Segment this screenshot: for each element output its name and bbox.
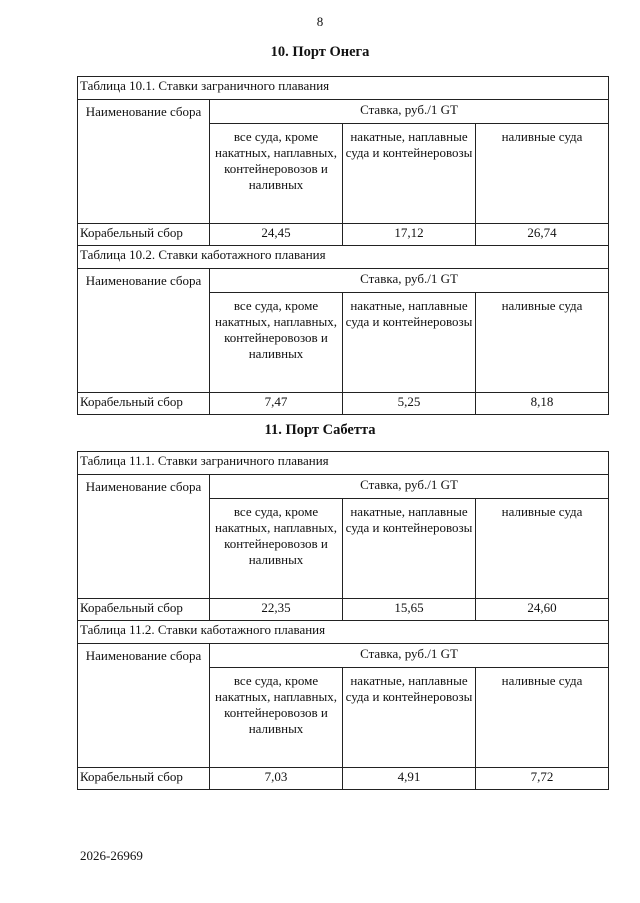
fee-name-header: Наименование сбора xyxy=(78,475,210,599)
category-roro-container: накатные, наплавные суда и контейнеровозы xyxy=(343,499,476,599)
document-number: 2026-26969 xyxy=(80,848,143,863)
rate-header: Ставка, руб./1 GT xyxy=(210,100,609,124)
rate-value: 22,35 xyxy=(210,599,343,621)
category-tanker: наливные суда xyxy=(476,499,609,599)
section-heading-onega: 10. Порт Онега xyxy=(270,44,370,60)
category-general-cargo: все суда, кроме накатных, наплавных, контейнеровозов и наливных xyxy=(210,293,343,393)
rate-value: 7,47 xyxy=(210,393,343,415)
category-roro-container: накатные, наплавные суда и контейнеровозы xyxy=(343,668,476,768)
rate-header: Ставка, руб./1 GT xyxy=(210,475,609,499)
rate-value: 8,18 xyxy=(476,393,609,415)
rate-header: Ставка, руб./1 GT xyxy=(210,269,609,293)
rate-header: Ставка, руб./1 GT xyxy=(210,644,609,668)
rate-value: 7,03 xyxy=(210,768,343,790)
table-caption: Таблица 10.2. Ставки каботажного плавания xyxy=(78,246,609,269)
fee-name-header: Наименование сбора xyxy=(78,644,210,768)
category-roro-container: накатные, наплавные суда и контейнеровозы xyxy=(343,124,476,224)
rate-value: 4,91 xyxy=(343,768,476,790)
table-caption: Таблица 11.2. Ставки каботажного плавания xyxy=(78,621,609,644)
fee-name-header: Наименование сбора xyxy=(78,269,210,393)
rate-value: 5,25 xyxy=(343,393,476,415)
rate-value: 7,72 xyxy=(476,768,609,790)
category-general-cargo: все суда, кроме накатных, наплавных, контейнеровозов и наливных xyxy=(210,124,343,224)
fee-name-header: Наименование сбора xyxy=(78,100,210,224)
rate-table-10-1 xyxy=(77,76,609,415)
fee-name-cell: Корабельный сбор xyxy=(78,224,210,246)
page-number: 8 xyxy=(316,14,324,29)
fee-name-cell: Корабельный сбор xyxy=(78,599,210,621)
category-general-cargo: все суда, кроме накатных, наплавных, контейнеровозов и наливных xyxy=(210,499,343,599)
category-tanker: наливные суда xyxy=(476,668,609,768)
category-roro-container: накатные, наплавные суда и контейнеровозы xyxy=(343,293,476,393)
rate-value: 24,45 xyxy=(210,224,343,246)
rate-value: 26,74 xyxy=(476,224,609,246)
section-heading-sabetta: 11. Порт Сабетта xyxy=(264,422,376,438)
category-tanker: наливные суда xyxy=(476,124,609,224)
fee-name-cell: Корабельный сбор xyxy=(78,393,210,415)
rate-value: 17,12 xyxy=(343,224,476,246)
table-caption: Таблица 11.1. Ставки заграничного плавания xyxy=(78,452,609,475)
rate-value: 15,65 xyxy=(343,599,476,621)
rate-table-11-1 xyxy=(77,451,609,790)
fee-name-cell: Корабельный сбор xyxy=(78,768,210,790)
category-general-cargo: все суда, кроме накатных, наплавных, контейнеровозов и наливных xyxy=(210,668,343,768)
category-tanker: наливные суда xyxy=(476,293,609,393)
table-caption: Таблица 10.1. Ставки заграничного плавания xyxy=(78,77,609,100)
rate-value: 24,60 xyxy=(476,599,609,621)
